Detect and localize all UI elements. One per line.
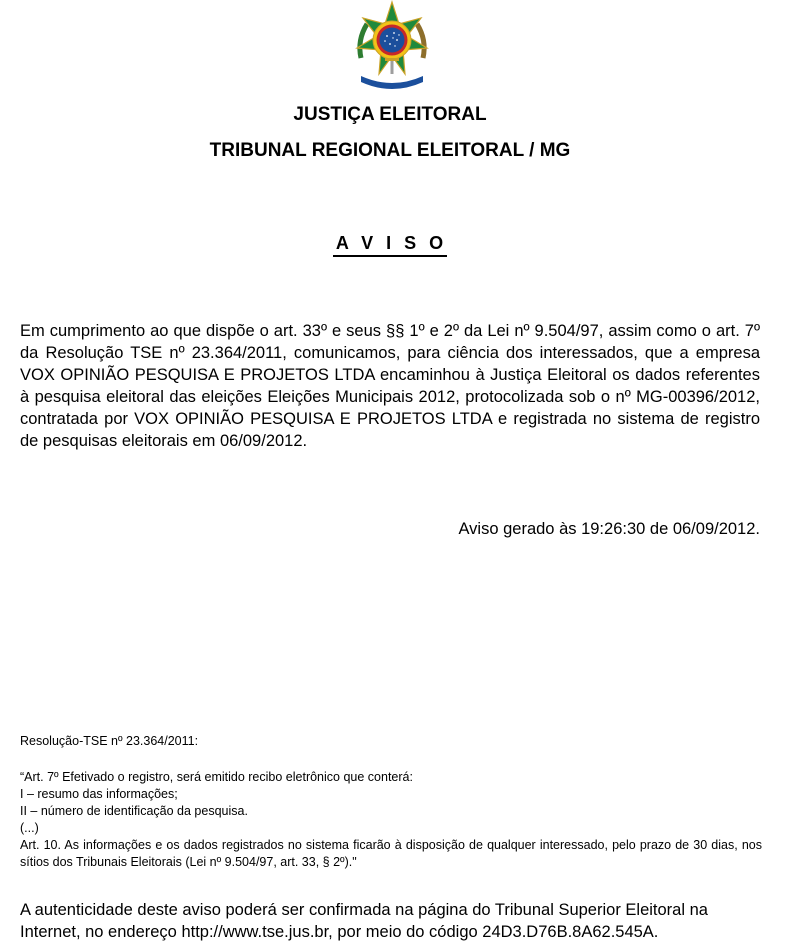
art10-text: Art. 10. As informações e os dados registrados no sistema ficarão à disposição de qualquer interessado, pelo prazo de 30 dias, nos sítios dos Tribunais Eleitorais (Lei nº 9.504/97, art. 33, § 2º)." xyxy=(20,838,762,869)
notice-body: Em cumprimento ao que dispõe o art. 33º e seus §§ 1º e 2º da Lei nº 9.504/97, assim como o art. 7º da Resolução TSE nº 23.364/2011, comunicamos, para ciência dos interessados, que a empresa VOX OPINIÃO PESQUISA E PROJETOS LTDA encaminhou à Justiça Eleitoral os dados referentes à pesquisa eleitoral das eleições Eleições Municipais 2012, protocolizada sob o nº MG-00396/2012, contratada por VOX OPINIÃO PESQUISA E PROJETOS LTDA e registrada no sistema de registro de pesquisas eleitorais em 06/09/2012. xyxy=(20,322,760,450)
notice-title xyxy=(0,233,780,254)
ellipsis: (...) xyxy=(20,821,39,835)
court-name: JUSTIÇA ELEITORAL xyxy=(293,104,487,125)
art7-text: “Art. 7º Efetivado o registro, será emitido recibo eletrônico que conterá: xyxy=(20,770,413,784)
brazil-coat-of-arms-icon xyxy=(347,0,437,90)
art7-item-1: I – resumo das informações; xyxy=(20,787,178,801)
regional-court-name: TRIBUNAL REGIONAL ELEITORAL / MG xyxy=(209,140,571,161)
resolution-reference: Resolução-TSE nº 23.364/2011: xyxy=(20,734,199,748)
generated-timestamp: Aviso gerado às 19:26:30 de 06/09/2012. xyxy=(458,520,760,538)
notice-title-text: A V I S O xyxy=(333,233,447,257)
legal-reference-block xyxy=(20,733,762,871)
art7-item-2: II – número de identificação da pesquisa. xyxy=(20,804,248,818)
authenticity-statement: A autenticidade deste aviso poderá ser confirmada na página do Tribunal Superior Eleitoral na Internet, no endereço http://www.tse.jus.br, por meio do código 24D3.D76B.8A62.545A. xyxy=(20,901,708,941)
